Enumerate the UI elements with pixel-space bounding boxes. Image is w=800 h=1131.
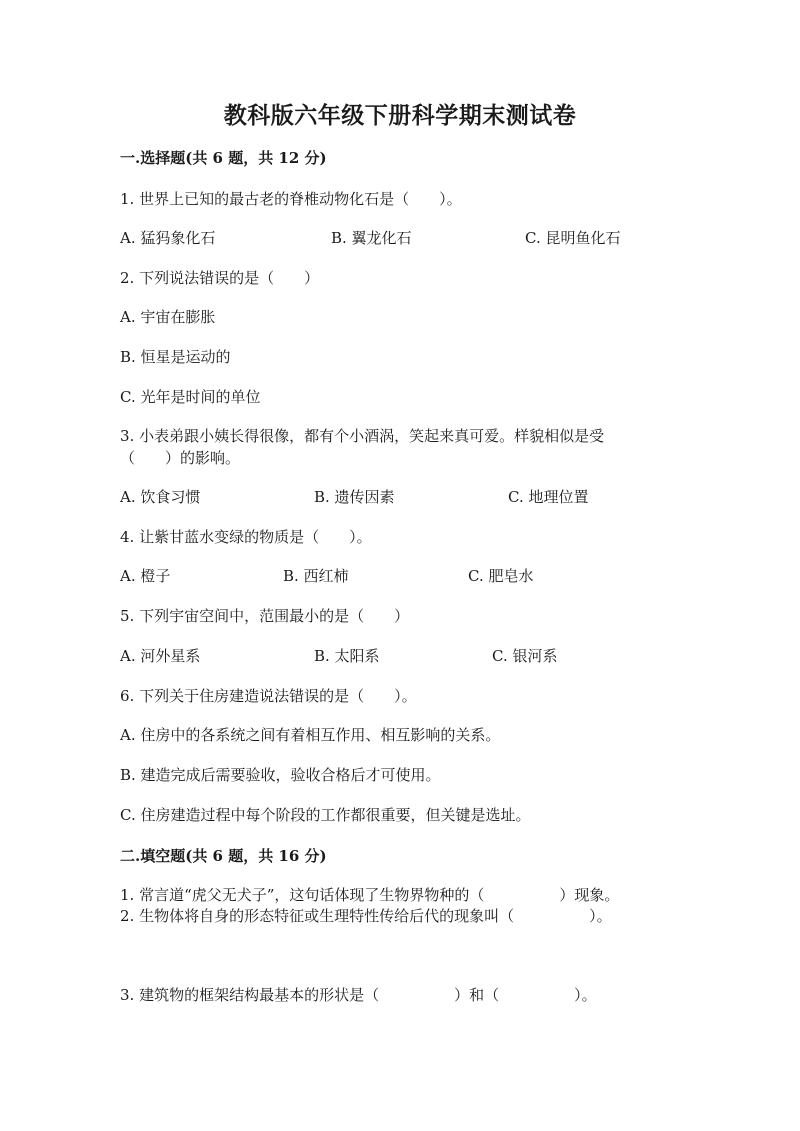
- option-a: A. 猛犸象化石: [120, 229, 216, 247]
- option-b: B. 建造完成后需要验收，验收合格后才可使用。: [120, 766, 441, 784]
- option-b: B. 翼龙化石: [331, 229, 412, 247]
- option-a: A. 橙子: [120, 567, 171, 585]
- option-a: A. 宇宙在膨胀: [120, 308, 216, 326]
- option-b: B. 西红柿: [283, 567, 349, 585]
- option-c: C. 地理位置: [508, 488, 589, 506]
- option-a: A. 饮食习惯: [120, 488, 201, 506]
- fill-question: 1. 常言道“虎父无犬子”，这句话体现了生物界物种的（ ）现象。: [120, 886, 620, 904]
- fill-question: 2. 生物体将自身的形态特征或生理特性传给后代的现象叫（ ）。: [120, 907, 612, 925]
- question-text: 2. 下列说法错误的是（ ）: [120, 269, 320, 287]
- question-text: 1. 世界上已知的最古老的脊椎动物化石是（ ）。: [120, 190, 462, 208]
- question-text: 5. 下列宇宙空间中，范围最小的是（ ）: [120, 607, 410, 625]
- question-text: 6. 下列关于住房建造说法错误的是（ ）。: [120, 687, 417, 705]
- fill-question: 3. 建筑物的框架结构最基本的形状是（ ）和（ ）。: [120, 986, 597, 1004]
- option-c: C. 银河系: [492, 647, 558, 665]
- question-text-line2: （ ）的影响。: [120, 449, 241, 467]
- option-c: C. 住房建造过程中每个阶段的工作都很重要，但关键是选址。: [120, 806, 531, 824]
- section-heading-choice: 一.选择题(共 6 题，共 12 分): [120, 149, 327, 167]
- question-text-line1: 3. 小表弟跟小姨长得很像，都有个小酒涡，笑起来真可爱。样貌相似是受: [120, 427, 605, 445]
- section-heading-fill: 二.填空题(共 6 题，共 16 分): [120, 847, 327, 865]
- question-text: 4. 让紫甘蓝水变绿的物质是（ ）。: [120, 528, 372, 546]
- option-b: B. 太阳系: [314, 647, 380, 665]
- option-b: B. 遗传因素: [314, 488, 395, 506]
- option-c: C. 肥皂水: [468, 567, 534, 585]
- option-a: A. 河外星系: [120, 647, 201, 665]
- option-c: C. 光年是时间的单位: [120, 388, 261, 406]
- option-a: A. 住房中的各系统之间有着相互作用、相互影响的关系。: [120, 726, 501, 744]
- page-title: 教科版六年级下册科学期末测试卷: [223, 102, 577, 129]
- option-c: C. 昆明鱼化石: [525, 229, 621, 247]
- option-b: B. 恒星是运动的: [120, 348, 231, 366]
